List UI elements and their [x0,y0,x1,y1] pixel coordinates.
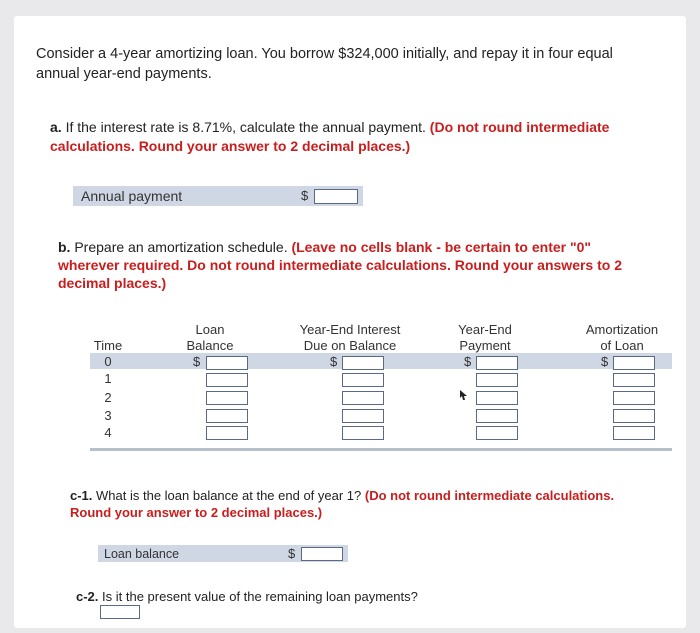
interest-input-0[interactable] [342,356,384,370]
interest-input-3[interactable] [342,409,384,423]
interest-input-2[interactable] [342,391,384,405]
schedule-bottom-divider [90,448,672,451]
part-a-text: If the interest rate is 8.71%, calculate the annual payment. [65,119,426,135]
mouse-pointer-icon [459,389,469,404]
part-b-text: Prepare an amortization schedule. [74,239,288,255]
loan-balance-input-1[interactable] [206,373,248,387]
amortization-input-4[interactable] [613,426,655,440]
loan-balance-c1-currency: $ [288,546,296,561]
loan-balance-c1-input[interactable] [301,547,343,561]
header-year-end-interest: Year-End Interest Due on Balance [299,322,401,353]
part-b-question [58,238,628,292]
annual-payment-currency: $ [301,188,309,203]
part-c1-letter: c-1. [70,488,93,503]
part-c2-letter: c-2. [76,589,99,604]
time-2: 2 [104,390,112,405]
loan-balance-input-0[interactable] [206,356,248,370]
part-c2-text: Is it the present value of the remaining loan payments? [102,589,418,604]
header-amortization: Amortization of Loan [585,322,659,353]
part-b-letter: b. [58,239,71,255]
part-c1-question [70,487,630,521]
part-c2-question [76,589,576,604]
part-a-question [50,118,630,156]
annual-payment-label: Annual payment [81,188,183,204]
header-loan-balance: Loan Balance [186,322,234,353]
amortization-currency: $ [601,354,609,369]
annual-payment-row [73,186,363,206]
payment-input-2[interactable] [476,391,518,405]
payment-input-1[interactable] [476,373,518,387]
payment-input-4[interactable] [476,426,518,440]
part-c1-instructions: (Do not round intermediate calculations. Round your answer to 2 decimal places.) [70,488,615,520]
amortization-input-2[interactable] [613,391,655,405]
loan-balance-input-4[interactable] [206,426,248,440]
loan-balance-row [98,545,348,562]
payment-currency: $ [464,354,472,369]
part-a-letter: a. [50,119,62,135]
header-year-end-payment: Year-End Payment [458,322,512,353]
time-1: 1 [104,371,112,386]
amortization-input-0[interactable] [613,356,655,370]
part-c1-text: What is the loan balance at the end of year 1? [96,488,362,503]
time-3: 3 [104,408,112,423]
interest-input-4[interactable] [342,426,384,440]
part-c2-answer-select[interactable] [100,605,140,619]
payment-input-3[interactable] [476,409,518,423]
problem-intro: Consider a 4-year amortizing loan. You borrow $324,000 initially, and repay it in four equal annual year-end payments. [36,46,613,82]
amortization-input-1[interactable] [613,373,655,387]
loan-balance-input-3[interactable] [206,409,248,423]
interest-currency: $ [330,354,338,369]
loan-balance-label: Loan balance [104,546,180,561]
loan-balance-currency: $ [193,354,201,369]
loan-balance-input-2[interactable] [206,391,248,405]
header-time: Time [93,338,123,353]
part-b-instructions: (Leave no cells blank - be certain to enter "0" wherever required. Do not round intermediate calculations. Round your answers to 2 decimal places.) [58,239,622,291]
time-0: 0 [104,354,112,369]
annual-payment-input[interactable] [314,189,358,204]
interest-input-1[interactable] [342,373,384,387]
part-a-instructions: (Do not round intermediate calculations. Round your answer to 2 decimal places.) [50,119,610,154]
amortization-input-3[interactable] [613,409,655,423]
time-4: 4 [104,425,112,440]
payment-input-0[interactable] [476,356,518,370]
